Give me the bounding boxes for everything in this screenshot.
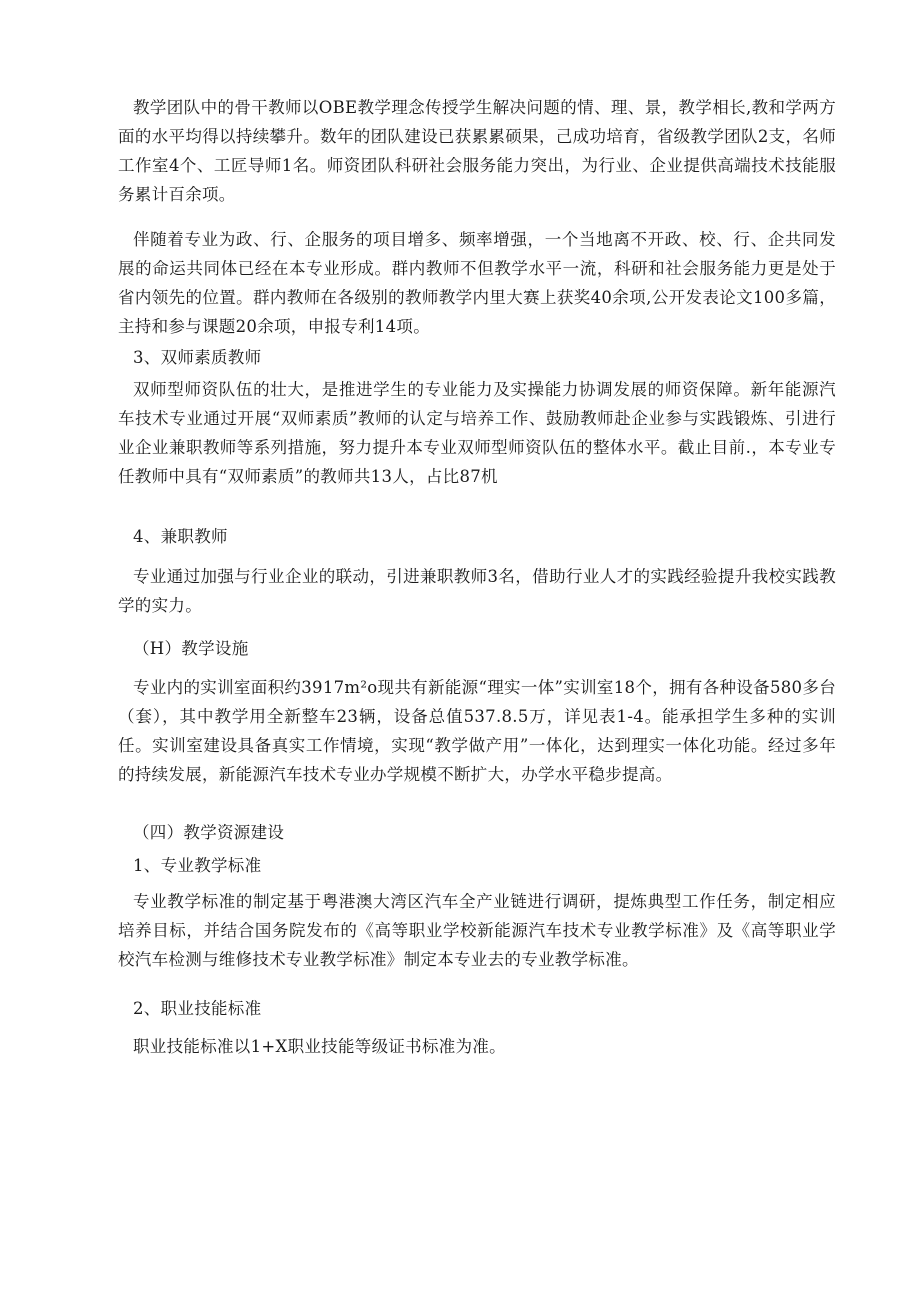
- paragraph-teaching-standards: 专业教学标准的制定基于粤港澳大湾区汽车全产业链进行调研，提炼典型工作任务，制定相应培养目标，并结合国务院发布的《高等职业学校新能源汽车技术专业教学标准》及《高等职业学校汽车检测与维修技术专业教学标准》制定本专业去的专业教学标准。: [118, 892, 836, 969]
- heading-part-time-teachers: 4、兼职教师: [133, 527, 228, 546]
- paragraph-teaching-team: 教学团队中的骨干教师以OBE教学理念传授学生解决问题的情、理、景，教学相长,教和学两方面的水平均得以持续攀升。数年的团队建设已获累累硕果，己成功培育，省级教学团队2支，名师工作室4个、工匠导师1名。师资团队科研社会服务能力突出，为行业、企业提供高端技术技能服务累计百余项。: [118, 98, 836, 204]
- heading-teaching-facilities: （H）教学设施: [133, 639, 249, 658]
- paragraph-skill-standards: 职业技能标准以1+X职业技能等级证书标准为准。: [133, 1037, 506, 1056]
- paragraph-part-time: 专业通过加强与行业企业的联动，引进兼职教师3名，借助行业人才的实践经验提升我校实践教学的实力。: [118, 567, 836, 615]
- heading-resource-building: （四）教学资源建设: [133, 823, 285, 842]
- heading-skill-standards: 2、职业技能标准: [133, 999, 262, 1018]
- paragraph-service-community: 伴随着专业为政、行、企服务的项目增多、频率增强，一个当地离不开政、校、行、企共同发展的命运共同体已经在本专业形成。群内教师不但教学水平一流，科研和社会服务能力更是处于省内领先的位置。群内教师在各级别的教师教学内里大赛上获奖40余项,公开发表论文100多篇，主持和参与课题20余项，申报专利14项。: [118, 230, 836, 336]
- paragraph-dual-qualified: 双师型师资队伍的壮大，是推进学生的专业能力及实操能力协调发展的师资保障。新年能源汽车技术专业通过开展“双师素质”教师的认定与培养工作、鼓励教师赴企业参与实践锻炼、引进行业企业兼职教师等系列措施，努力提升本专业双师型师资队伍的整体水平。截止目前.，本专业专任教师中具有“双师素质”的教师共13人，占比87机: [118, 380, 836, 486]
- heading-dual-qualified-teachers: 3、双师素质教师: [133, 348, 262, 367]
- heading-teaching-standards: 1、专业教学标准: [133, 856, 262, 875]
- paragraph-facilities: 专业内的实训室面积约3917m²o现共有新能源“理实一体”实训室18个，拥有各种设备580多台（套），其中教学用全新整车23辆，设备总值537.8.5万，详见表1-4。能承担学生多种的实训任。实训室建设具备真实工作情境，实现“教学做产用”一体化，达到理实一体化功能。经过多年的持续发展，新能源汽车技术专业办学规模不断扩大，办学水平稳步提高。: [118, 678, 836, 784]
